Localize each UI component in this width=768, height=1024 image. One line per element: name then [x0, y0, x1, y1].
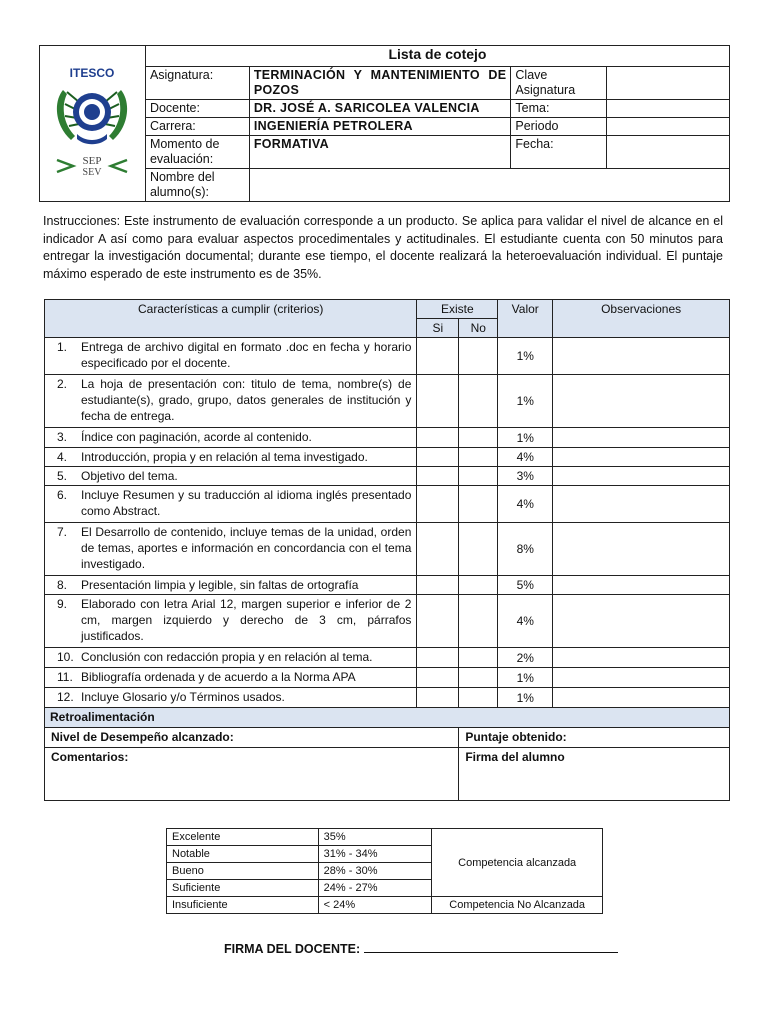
criteria-observations-cell[interactable]: [553, 668, 730, 688]
criteria-text: Introducción, propia y en relación al tema investigado.: [81, 450, 368, 464]
momento-label-line1: Momento de: [149, 137, 220, 151]
criteria-text-cell: [45, 576, 417, 595]
header-value: Valor: [498, 300, 553, 338]
criteria-yes-cell[interactable]: [417, 523, 459, 576]
criteria-text: Bibliografía ordenada y de acuerdo a la Norma APA: [81, 670, 356, 684]
header-yes: Si: [417, 319, 459, 338]
criteria-number: 9.: [57, 597, 68, 611]
criteria-yes-cell[interactable]: [417, 648, 459, 668]
asignatura-line2: POZOS: [253, 83, 300, 97]
criteria-text: La hoja de presentación con: titulo de tema, nombre(s) de estudiante(s), grado, grupo, datos generales de institución y fecha de entrega.: [81, 377, 412, 423]
document-title: Lista de cotejo: [145, 46, 729, 67]
criteria-text-cell: [45, 375, 417, 428]
criteria-observations-cell[interactable]: [553, 428, 730, 448]
criteria-value: 4%: [498, 486, 553, 523]
criteria-no-cell[interactable]: [459, 338, 498, 375]
competencia-alcanzada: Competencia alcanzada: [432, 829, 603, 897]
tema-value: [607, 100, 730, 118]
firma-docente-label: FIRMA DEL DOCENTE:: [224, 942, 361, 956]
itesco-logo-icon: [49, 62, 135, 182]
criteria-table: [44, 299, 730, 801]
criteria-observations-cell[interactable]: [553, 523, 730, 576]
criteria-yes-cell[interactable]: [417, 486, 459, 523]
asignatura-value: [249, 67, 511, 100]
criteria-text: Incluye Glosario y/o Términos usados.: [81, 690, 285, 704]
criteria-yes-cell[interactable]: [417, 428, 459, 448]
logo-cell: [40, 46, 146, 202]
criteria-number: 1.: [57, 340, 68, 354]
criteria-text-cell: [45, 338, 417, 375]
criteria-no-cell[interactable]: [459, 576, 498, 595]
scale-range: 35%: [318, 829, 432, 846]
logo-itesco-text: ITESCO: [70, 65, 115, 80]
comentarios-label: Comentarios:: [45, 748, 459, 801]
criteria-row: [45, 576, 730, 595]
criteria-text-cell: [45, 467, 417, 486]
scale-level: Suficiente: [167, 880, 319, 897]
criteria-body: [45, 338, 730, 708]
asignatura-label: Asignatura:: [145, 67, 249, 100]
docente-label: Docente:: [145, 100, 249, 118]
alumno-label: [145, 169, 249, 202]
clave-label-line2: Asignatura: [515, 83, 576, 97]
criteria-row: [45, 428, 730, 448]
criteria-text-cell: [45, 648, 417, 668]
criteria-row: [45, 523, 730, 576]
criteria-number: 10.: [57, 650, 74, 664]
momento-value: FORMATIVA: [249, 136, 511, 169]
criteria-text-cell: [45, 688, 417, 708]
criteria-value: 5%: [498, 576, 553, 595]
scale-row: [167, 897, 603, 914]
criteria-value: 8%: [498, 523, 553, 576]
criteria-row: [45, 486, 730, 523]
scale-range: < 24%: [318, 897, 432, 914]
scale-range: 31% - 34%: [318, 846, 432, 863]
scale-table: [166, 828, 603, 914]
retroalimentacion-label: Retroalimentación: [45, 708, 730, 728]
criteria-number: 7.: [57, 525, 68, 539]
criteria-text: Objetivo del tema.: [81, 469, 178, 483]
criteria-text-cell: [45, 523, 417, 576]
criteria-number: 2.: [57, 377, 68, 391]
criteria-value: 1%: [498, 375, 553, 428]
criteria-row: [45, 338, 730, 375]
scale-level: Notable: [167, 846, 319, 863]
criteria-text: Conclusión con redacción propia y en relación al tema.: [81, 650, 373, 664]
criteria-row: [45, 688, 730, 708]
tema-label: Tema:: [511, 100, 607, 118]
scale-level: Excelente: [167, 829, 319, 846]
criteria-row: [45, 448, 730, 467]
alumno-label-line2: alumno(s):: [149, 185, 209, 199]
criteria-value: 1%: [498, 428, 553, 448]
criteria-text-cell: [45, 428, 417, 448]
firma-docente: [224, 940, 618, 956]
criteria-text: Elaborado con letra Arial 12, margen superior e inferior de 2 cm, margen izquierdo y derecho de 3 cm, párrafos justificados.: [81, 597, 412, 643]
criteria-number: 8.: [57, 578, 68, 592]
criteria-text: Incluye Resumen y su traducción al idioma inglés presentado como Abstract.: [81, 488, 412, 518]
scale-row: [167, 829, 603, 846]
logo-sev-text: SEV: [83, 166, 102, 178]
periodo-value: [607, 118, 730, 136]
header-characteristics: Características a cumplir (criterios): [45, 300, 417, 338]
criteria-text-cell: [45, 668, 417, 688]
criteria-row: [45, 668, 730, 688]
criteria-number: 3.: [57, 430, 68, 444]
scale-range: 28% - 30%: [318, 863, 432, 880]
firma-alumno-label: Firma del alumno: [459, 748, 730, 801]
header-observations: Observaciones: [553, 300, 730, 338]
criteria-value: 4%: [498, 448, 553, 467]
criteria-yes-cell[interactable]: [417, 595, 459, 648]
header-no: No: [459, 319, 498, 338]
criteria-value: 1%: [498, 688, 553, 708]
fecha-value: [607, 136, 730, 169]
criteria-value: 3%: [498, 467, 553, 486]
criteria-number: 12.: [57, 690, 74, 704]
carrera-value: INGENIERÍA PETROLERA: [249, 118, 511, 136]
criteria-number: 5.: [57, 469, 68, 483]
instructions-paragraph: Instrucciones: Este instrumento de evaluación corresponde a un producto. Se aplica para validar el nivel de alcance en el indicador A así como para evaluar aspectos procedimentales y actitudinales. El estudiante cuenta con 50 minutos para entregar la investigación documental; durante ese tiempo, el docente realizará la heteroevaluación individual. El puntaje máximo esperado de este instrumento es de 35%.: [43, 214, 723, 281]
alumno-label-line1: Nombre del: [149, 170, 215, 184]
criteria-observations-cell[interactable]: [553, 338, 730, 375]
scale-level: Insuficiente: [167, 897, 319, 914]
criteria-value: 1%: [498, 668, 553, 688]
criteria-value: 4%: [498, 595, 553, 648]
criteria-yes-cell[interactable]: [417, 668, 459, 688]
criteria-row: [45, 375, 730, 428]
carrera-label: Carrera:: [145, 118, 249, 136]
criteria-no-cell[interactable]: [459, 688, 498, 708]
criteria-no-cell[interactable]: [459, 375, 498, 428]
criteria-no-cell[interactable]: [459, 595, 498, 648]
criteria-observations-cell[interactable]: [553, 486, 730, 523]
criteria-text: El Desarrollo de contenido, incluye temas de la unidad, orden de temas, aportes e información en concordancia con el tema investigado.: [81, 525, 412, 571]
header-exists: Existe: [417, 300, 498, 319]
firma-docente-line: [364, 940, 618, 953]
puntaje-obtenido-label: Puntaje obtenido:: [459, 728, 730, 748]
criteria-text-cell: [45, 595, 417, 648]
periodo-label: Periodo: [511, 118, 607, 136]
nivel-desempeno-label: Nivel de Desempeño alcanzado:: [45, 728, 459, 748]
criteria-yes-cell[interactable]: [417, 576, 459, 595]
criteria-number: 4.: [57, 450, 68, 464]
criteria-text-cell: [45, 486, 417, 523]
logo-sep-text: SEP: [82, 154, 102, 167]
criteria-no-cell[interactable]: [459, 648, 498, 668]
momento-label: [145, 136, 249, 169]
criteria-text-cell: [45, 448, 417, 467]
criteria-observations-cell[interactable]: [553, 688, 730, 708]
criteria-value: 2%: [498, 648, 553, 668]
criteria-no-cell[interactable]: [459, 668, 498, 688]
asignatura-line1: TERMINACIÓN Y MANTENIMIENTO DE: [253, 68, 507, 82]
criteria-text: Entrega de archivo digital en formato .doc en fecha y horario especificado por el docente.: [81, 340, 412, 370]
criteria-observations-cell[interactable]: [553, 595, 730, 648]
header-table: [39, 45, 730, 202]
criteria-yes-cell[interactable]: [417, 448, 459, 467]
criteria-observations-cell[interactable]: [553, 448, 730, 467]
docente-value: DR. JOSÉ A. SARICOLEA VALENCIA: [249, 100, 511, 118]
fecha-label: Fecha:: [511, 136, 607, 169]
criteria-text: Índice con paginación, acorde al contenido.: [81, 430, 312, 444]
scale-level: Bueno: [167, 863, 319, 880]
criteria-no-cell[interactable]: [459, 448, 498, 467]
clave-asignatura-label: [511, 67, 607, 100]
clave-asignatura-value: [607, 67, 730, 100]
criteria-no-cell[interactable]: [459, 467, 498, 486]
criteria-yes-cell[interactable]: [417, 467, 459, 486]
criteria-number: 11.: [57, 670, 73, 684]
criteria-observations-cell[interactable]: [553, 576, 730, 595]
criteria-yes-cell[interactable]: [417, 375, 459, 428]
criteria-observations-cell[interactable]: [553, 467, 730, 486]
criteria-row: [45, 467, 730, 486]
clave-label-line1: Clave: [515, 68, 548, 82]
criteria-observations-cell[interactable]: [553, 375, 730, 428]
criteria-no-cell[interactable]: [459, 428, 498, 448]
scale-body: [167, 829, 603, 914]
criteria-observations-cell[interactable]: [553, 648, 730, 668]
criteria-yes-cell[interactable]: [417, 688, 459, 708]
momento-label-line2: evaluación:: [149, 152, 214, 166]
criteria-no-cell[interactable]: [459, 486, 498, 523]
competencia-no-alcanzada: Competencia No Alcanzada: [432, 897, 603, 914]
scale-range: 24% - 27%: [318, 880, 432, 897]
criteria-yes-cell[interactable]: [417, 338, 459, 375]
criteria-row: [45, 648, 730, 668]
criteria-row: [45, 595, 730, 648]
criteria-no-cell[interactable]: [459, 523, 498, 576]
criteria-number: 6.: [57, 488, 68, 502]
alumno-value: [249, 169, 729, 202]
criteria-value: 1%: [498, 338, 553, 375]
criteria-text: Presentación limpia y legible, sin faltas de ortografía: [81, 578, 359, 592]
